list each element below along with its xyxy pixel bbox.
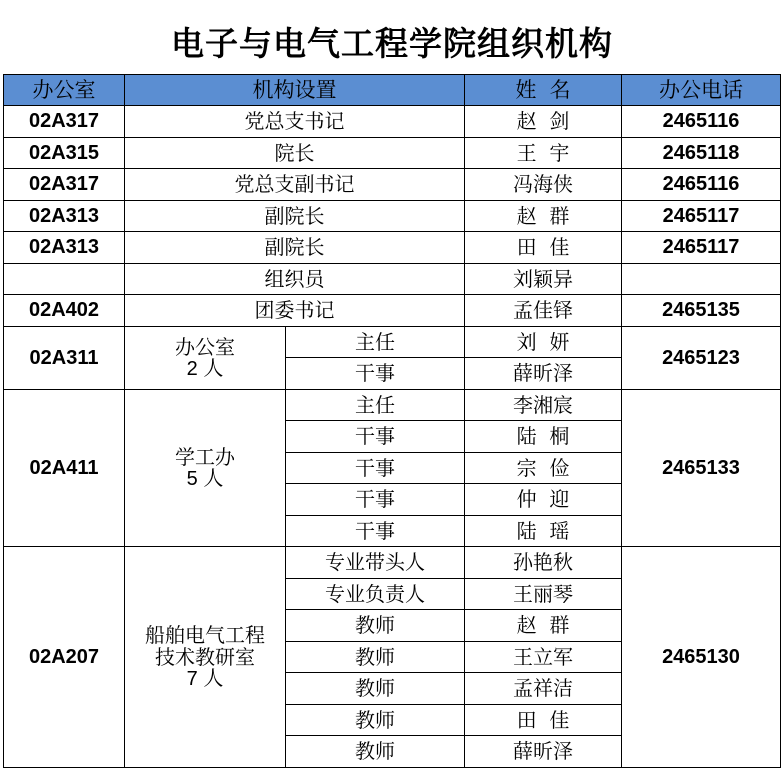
phone-cell: 2465117 [622,232,781,264]
role-cell: 教师 [286,704,465,736]
office-cell: 02A313 [4,232,125,264]
role-cell: 主任 [286,326,465,358]
department-cell [125,326,286,389]
phone-cell: 2465135 [622,295,781,327]
phone-cell: 2465116 [622,169,781,201]
table-row [4,200,781,232]
position-cell: 党总支书记 [125,106,465,138]
table-row [4,326,781,358]
position-cell: 党总支副书记 [125,169,465,201]
name-cell: 薛昕泽 [465,736,622,768]
role-cell: 干事 [286,515,465,547]
role-cell: 主任 [286,389,465,421]
role-cell: 干事 [286,358,465,390]
table-row [4,547,781,579]
position-cell: 副院长 [125,232,465,264]
office-cell: 02A311 [4,326,125,389]
name-cell: 田 佳 [465,232,622,264]
name-cell: 陆 桐 [465,421,622,453]
name-cell: 王丽琴 [465,578,622,610]
page-title: 电子与电气工程学院组织机构 [171,24,613,63]
phone-cell [622,263,781,295]
position-cell: 副院长 [125,200,465,232]
phone-cell: 2465118 [622,137,781,169]
role-cell: 专业负责人 [286,578,465,610]
phone-cell: 2465133 [622,389,781,547]
office-cell: 02A411 [4,389,125,547]
table-row [4,295,781,327]
position-cell: 组织员 [125,263,465,295]
name-cell: 冯海侠 [465,169,622,201]
name-cell: 赵 群 [465,610,622,642]
role-cell: 教师 [286,610,465,642]
name-cell: 孟佳铎 [465,295,622,327]
position-cell: 团委书记 [125,295,465,327]
table-row [4,389,781,421]
office-cell: 02A315 [4,137,125,169]
name-cell: 宗 俭 [465,452,622,484]
name-cell: 田 佳 [465,704,622,736]
department-count: 5 人 [186,467,224,490]
name-cell: 王 宇 [465,137,622,169]
name-cell: 刘 妍 [465,326,622,358]
department-cell [125,389,286,547]
office-cell: 02A317 [4,169,125,201]
role-cell: 干事 [286,484,465,516]
table-row [4,137,781,169]
header-office: 办公室 [4,75,125,106]
header-row [4,75,781,106]
name-cell: 仲 迎 [465,484,622,516]
name-cell: 孟祥洁 [465,673,622,705]
phone-cell: 2465117 [622,200,781,232]
table-row [4,106,781,138]
role-cell: 教师 [286,641,465,673]
table-row [4,169,781,201]
table-row [4,232,781,264]
header-org: 机构设置 [125,75,465,106]
department-count: 7 人 [186,667,224,690]
name-cell: 王立军 [465,641,622,673]
name-cell: 薛昕泽 [465,358,622,390]
header-name: 姓 名 [465,75,622,106]
name-cell: 赵 群 [465,200,622,232]
name-cell: 李湘宸 [465,389,622,421]
name-cell: 赵 剑 [465,106,622,138]
organization-table [3,74,781,768]
department-count: 2 人 [186,357,224,380]
office-cell: 02A317 [4,106,125,138]
office-cell: 02A207 [4,547,125,768]
position-cell: 院长 [125,137,465,169]
office-cell: 02A402 [4,295,125,327]
role-cell: 干事 [286,452,465,484]
department-name: 技术教研室 [155,644,255,669]
department-cell [125,547,286,768]
department-name: 船舶电气工程 [145,622,265,647]
name-cell: 陆 瑶 [465,515,622,547]
phone-cell: 2465123 [622,326,781,389]
table-body [4,106,781,768]
name-cell: 孙艳秋 [465,547,622,579]
office-cell [4,263,125,295]
department-name: 学工办 [175,444,235,469]
phone-cell: 2465116 [622,106,781,138]
name-cell: 刘颖异 [465,263,622,295]
role-cell: 教师 [286,673,465,705]
table-row [4,263,781,295]
role-cell: 教师 [286,736,465,768]
office-cell: 02A313 [4,200,125,232]
role-cell: 干事 [286,421,465,453]
phone-cell: 2465130 [622,547,781,768]
header-phone: 办公电话 [622,75,781,106]
department-name: 办公室 [175,334,235,359]
role-cell: 专业带头人 [286,547,465,579]
